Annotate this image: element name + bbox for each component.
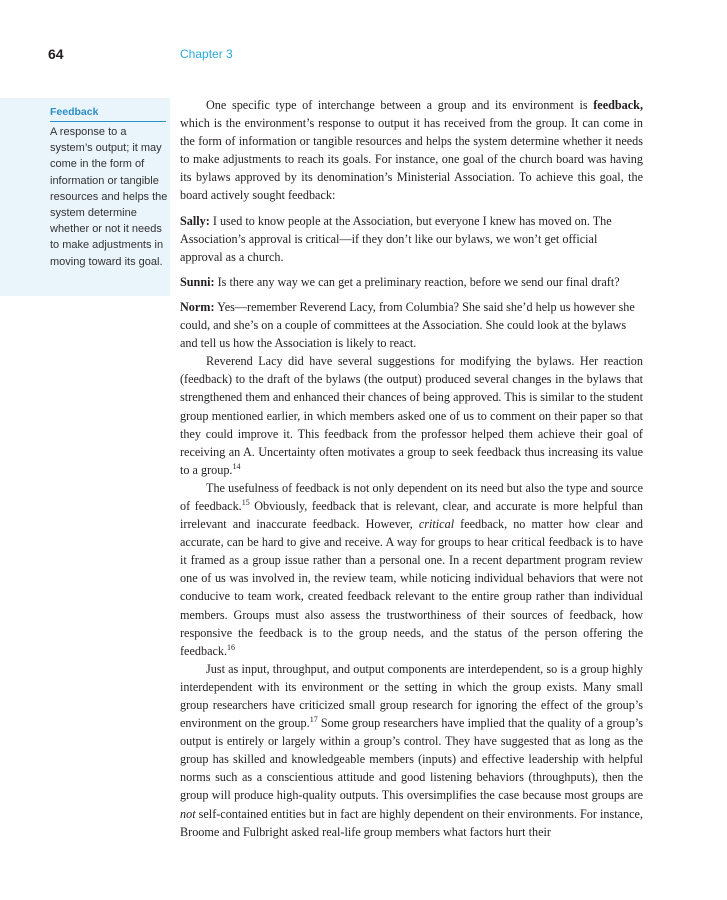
footnote-marker: 15 bbox=[241, 497, 250, 507]
footnote-marker: 17 bbox=[309, 715, 318, 725]
dialogue-line bbox=[180, 273, 643, 291]
dialogue-text: Is there any way we can get a preliminary reaction, before we send our final draft? bbox=[214, 274, 620, 289]
paragraph-text: Some group researchers have implied that the quality of a group’s output is entirely or largely within a group’s control. They have suggested that as long as the group has skilled and knowledgeable members (inputs) and effective leadership with helpful norms such as a conscientious attitude and good listening behaviors (throughputs), then the group will produce high-quality outputs. This oversimplifies the case because most groups are bbox=[180, 716, 644, 803]
paragraph-text: Reverend Lacy did have several suggestions for modifying the bylaws. Her reaction (feedback) to the draft of the bylaws (the output) produced several changes in the bylaws that strengthened them and enhanced their chances of being approved. This is similar to the student group mentioned earlier, in which members asked one of us to comment on their paper so that they could improve it. This feedback from the professor helped them achieve their goal of receiving an A. Uncertainty often motivates a group to seek feedback thus increasing its value to a group. bbox=[180, 354, 643, 477]
chapter-label: Chapter 3 bbox=[180, 47, 233, 61]
footnote-marker: 16 bbox=[227, 642, 236, 652]
glossary-term: Feedback bbox=[50, 106, 166, 122]
page-number: 64 bbox=[48, 46, 64, 62]
paragraph-text: feedback, no matter how clear and accurate, can be hard to give and receive. A way for groups to hear critical feedback is to have it framed as a group issue rather than a personal one. In a recent department program review one of us was involved in, the review team, while noticing individual behaviors that were not conducive to team work, created feedback relevant to the entire group rather than individual members. Groups must also assess the trustworthiness of their sources of feedback, how responsive the feedback is to the group needs, and the status of the person offering the feedback. bbox=[180, 517, 643, 658]
paragraph-text: The usefulness of feedback is not only dependent on its need but also the type and source of feedback. bbox=[180, 480, 643, 513]
dialogue-text: Yes—remember Reverend Lacy, from Columbia? She said she’d help us however she could, and she’s on a couple of committees at the Association. She could look at the bylaws and tell us how the Association is likely to react. bbox=[180, 299, 635, 351]
paragraph bbox=[180, 479, 643, 660]
footnote-marker: 14 bbox=[232, 461, 241, 471]
intro-lead: One specific type of interchange between a group and its environment is bbox=[206, 98, 594, 112]
key-term-feedback: feedback, bbox=[593, 98, 643, 112]
body-text bbox=[180, 96, 643, 841]
dialogue-line bbox=[180, 298, 643, 352]
paragraph-text: Obviously, feedback that is relevant, clear, and accurate is more helpful than irrelevant and inaccurate feedback. However, bbox=[180, 498, 643, 532]
dialogue-text: I used to know people at the Association, but everyone I knew has moved on. The Association’s approval is critical—if they don’t like our bylaws, we won’t get official approval as a church. bbox=[180, 213, 612, 264]
speaker-name: Sunni: bbox=[180, 274, 215, 289]
paragraph bbox=[180, 352, 643, 479]
paragraph-text: self-contained entities but in fact are highly dependent on their environments. For instance, Broome and Fulbright asked real-life group members what factors hurt their bbox=[180, 806, 643, 839]
paragraph-text: Just as input, throughput, and output components are interdependent, so is a group highly interdependent with its environment or the setting in which the group exists. Many small group researchers have criticized small group research for ignoring the effect of the group’s environment on the group. bbox=[180, 661, 643, 731]
dialogue-line bbox=[180, 212, 643, 266]
intro-rest: which is the environment’s response to output it has received from the group. It can come in the form of information or tangible resources and helps the system determine whether it needs to make adjustments to reach its goals. For instance, one goal of the church board was having its bylaws approved by its denomination’s Ministerial Association. To achieve this goal, the board actively sought feedback: bbox=[180, 116, 643, 203]
emphasis: not bbox=[180, 806, 196, 821]
dialogue-block bbox=[180, 212, 643, 353]
speaker-name: Sally: bbox=[180, 213, 210, 228]
glossary-definition: A response to a system’s output; it may come in the form of information or tangible resources and helps the system determine whether or not it needs to make adjustments in moving toward its goal. bbox=[50, 126, 168, 268]
speaker-name: Norm: bbox=[180, 299, 215, 314]
emphasis: critical bbox=[418, 517, 455, 532]
paragraph bbox=[180, 660, 643, 841]
intro-paragraph bbox=[180, 96, 643, 205]
